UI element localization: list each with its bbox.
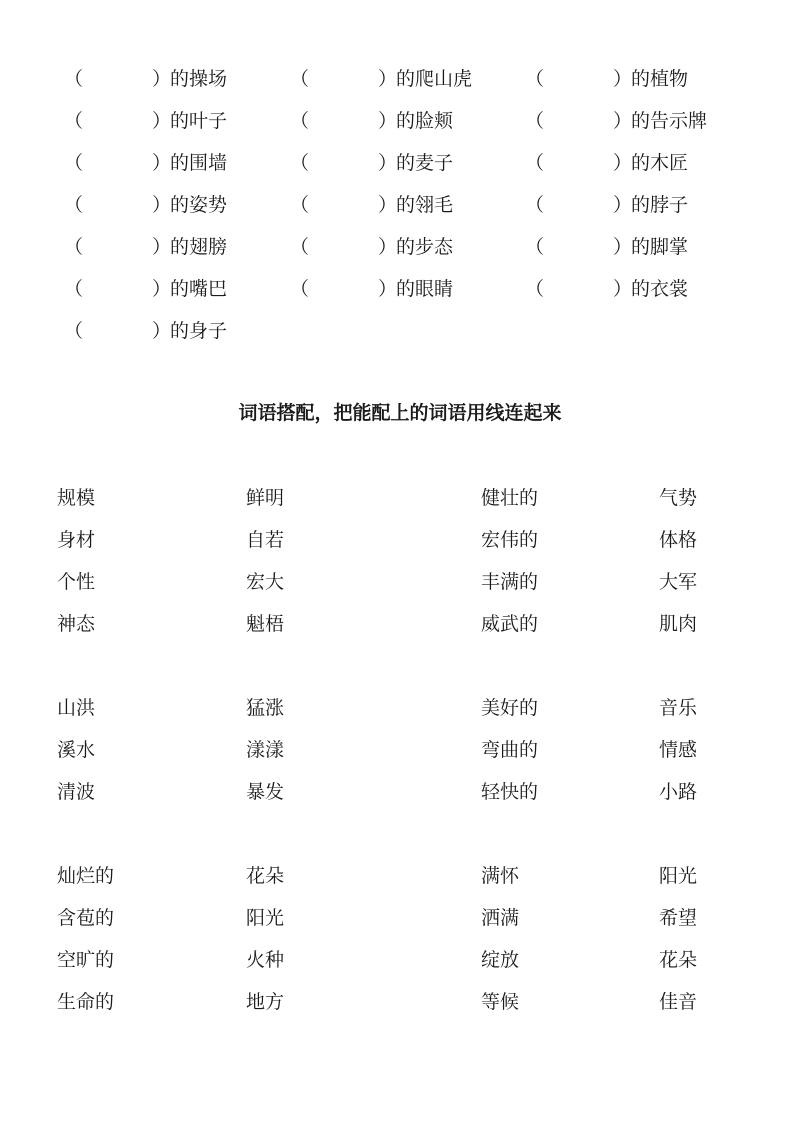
match-row	[0, 735, 800, 765]
match-word: 情感	[659, 739, 698, 761]
match-word: 宏伟的	[481, 529, 539, 551]
close-paren: ）	[378, 194, 398, 216]
open-paren: （	[290, 110, 310, 132]
blank-phrase: 的翎毛	[396, 194, 454, 216]
match-word: 等候	[481, 991, 520, 1013]
blank-phrase: 的脖子	[631, 194, 689, 216]
match-word: 猛涨	[246, 697, 285, 719]
match-word: 大军	[659, 571, 698, 593]
blank-row	[0, 64, 800, 94]
blank-phrase: 的姿势	[170, 194, 228, 216]
matching-title: 词语搭配，把能配上的词语用线连起来	[238, 402, 562, 424]
match-word: 山洪	[57, 697, 96, 719]
blank-phrase: 的麦子	[396, 152, 454, 174]
blank-phrase: 的衣裳	[631, 278, 689, 300]
close-paren: ）	[152, 194, 172, 216]
blank-phrase: 的步态	[396, 236, 454, 258]
close-paren: ）	[378, 278, 398, 300]
open-paren: （	[64, 152, 84, 174]
close-paren: ）	[152, 320, 172, 342]
match-row	[0, 609, 800, 639]
open-paren: （	[64, 278, 84, 300]
open-paren: （	[290, 152, 310, 174]
match-word: 美好的	[481, 697, 539, 719]
blank-phrase: 的叶子	[170, 110, 228, 132]
close-paren: ）	[613, 278, 633, 300]
match-row	[0, 945, 800, 975]
blank-phrase: 的植物	[631, 68, 689, 90]
close-paren: ）	[378, 152, 398, 174]
match-word: 绽放	[481, 949, 520, 971]
blank-row	[0, 190, 800, 220]
match-word: 阳光	[659, 865, 698, 887]
blank-row	[0, 148, 800, 178]
match-word: 个性	[57, 571, 96, 593]
open-paren: （	[525, 236, 545, 258]
blank-phrase: 的眼睛	[396, 278, 454, 300]
match-row	[0, 567, 800, 597]
match-word: 地方	[246, 991, 285, 1013]
close-paren: ）	[613, 68, 633, 90]
close-paren: ）	[378, 68, 398, 90]
match-word: 弯曲的	[481, 739, 539, 761]
blank-phrase: 的脚掌	[631, 236, 689, 258]
match-row	[0, 777, 800, 807]
open-paren: （	[290, 278, 310, 300]
match-word: 阳光	[246, 907, 285, 929]
close-paren: ）	[152, 110, 172, 132]
match-word: 肌肉	[659, 613, 698, 635]
match-word: 音乐	[659, 697, 698, 719]
match-word: 花朵	[246, 865, 285, 887]
match-word: 空旷的	[57, 949, 115, 971]
open-paren: （	[525, 278, 545, 300]
blank-phrase: 的脸颊	[396, 110, 454, 132]
close-paren: ）	[152, 278, 172, 300]
blank-phrase: 的嘴巴	[170, 278, 228, 300]
blank-phrase: 的木匠	[631, 152, 689, 174]
match-word: 丰满的	[481, 571, 539, 593]
open-paren: （	[64, 236, 84, 258]
open-paren: （	[525, 68, 545, 90]
open-paren: （	[525, 110, 545, 132]
match-word: 希望	[659, 907, 698, 929]
match-row	[0, 861, 800, 891]
close-paren: ）	[152, 68, 172, 90]
open-paren: （	[290, 194, 310, 216]
match-row	[0, 483, 800, 513]
close-paren: ）	[613, 194, 633, 216]
match-word: 洒满	[481, 907, 520, 929]
match-word: 满怀	[481, 865, 520, 887]
match-word: 花朵	[659, 949, 698, 971]
match-word: 暴发	[246, 781, 285, 803]
open-paren: （	[290, 68, 310, 90]
open-paren: （	[290, 236, 310, 258]
close-paren: ）	[378, 110, 398, 132]
match-word: 健壮的	[481, 487, 539, 509]
open-paren: （	[64, 320, 84, 342]
match-word: 身材	[57, 529, 96, 551]
match-word: 宏大	[246, 571, 285, 593]
blank-row	[0, 106, 800, 136]
match-word: 鲜明	[246, 487, 285, 509]
match-word: 魁梧	[246, 613, 285, 635]
match-word: 灿烂的	[57, 865, 115, 887]
match-word: 生命的	[57, 991, 115, 1013]
blank-phrase: 的围墙	[170, 152, 228, 174]
blank-phrase: 的告示牌	[631, 110, 708, 132]
match-word: 威武的	[481, 613, 539, 635]
close-paren: ）	[613, 152, 633, 174]
open-paren: （	[64, 194, 84, 216]
open-paren: （	[525, 194, 545, 216]
blank-phrase: 的身子	[170, 320, 228, 342]
blank-row	[0, 232, 800, 262]
match-word: 气势	[659, 487, 698, 509]
close-paren: ）	[613, 110, 633, 132]
match-row	[0, 903, 800, 933]
blank-phrase: 的爬山虎	[396, 68, 473, 90]
match-word: 神态	[57, 613, 96, 635]
open-paren: （	[64, 68, 84, 90]
match-word: 规模	[57, 487, 96, 509]
match-word: 漾漾	[246, 739, 285, 761]
close-paren: ）	[378, 236, 398, 258]
close-paren: ）	[613, 236, 633, 258]
match-row	[0, 987, 800, 1017]
match-word: 佳音	[659, 991, 698, 1013]
match-word: 清波	[57, 781, 96, 803]
match-word: 小路	[659, 781, 698, 803]
blank-row	[0, 274, 800, 304]
open-paren: （	[525, 152, 545, 174]
blank-phrase: 的操场	[170, 68, 228, 90]
match-word: 溪水	[57, 739, 96, 761]
match-word: 体格	[659, 529, 698, 551]
match-word: 火种	[246, 949, 285, 971]
open-paren: （	[64, 110, 84, 132]
blank-row	[0, 316, 800, 346]
match-row	[0, 693, 800, 723]
match-row	[0, 525, 800, 555]
close-paren: ）	[152, 236, 172, 258]
match-word: 轻快的	[481, 781, 539, 803]
match-word: 含苞的	[57, 907, 115, 929]
blank-phrase: 的翅膀	[170, 236, 228, 258]
match-word: 自若	[246, 529, 285, 551]
close-paren: ）	[152, 152, 172, 174]
